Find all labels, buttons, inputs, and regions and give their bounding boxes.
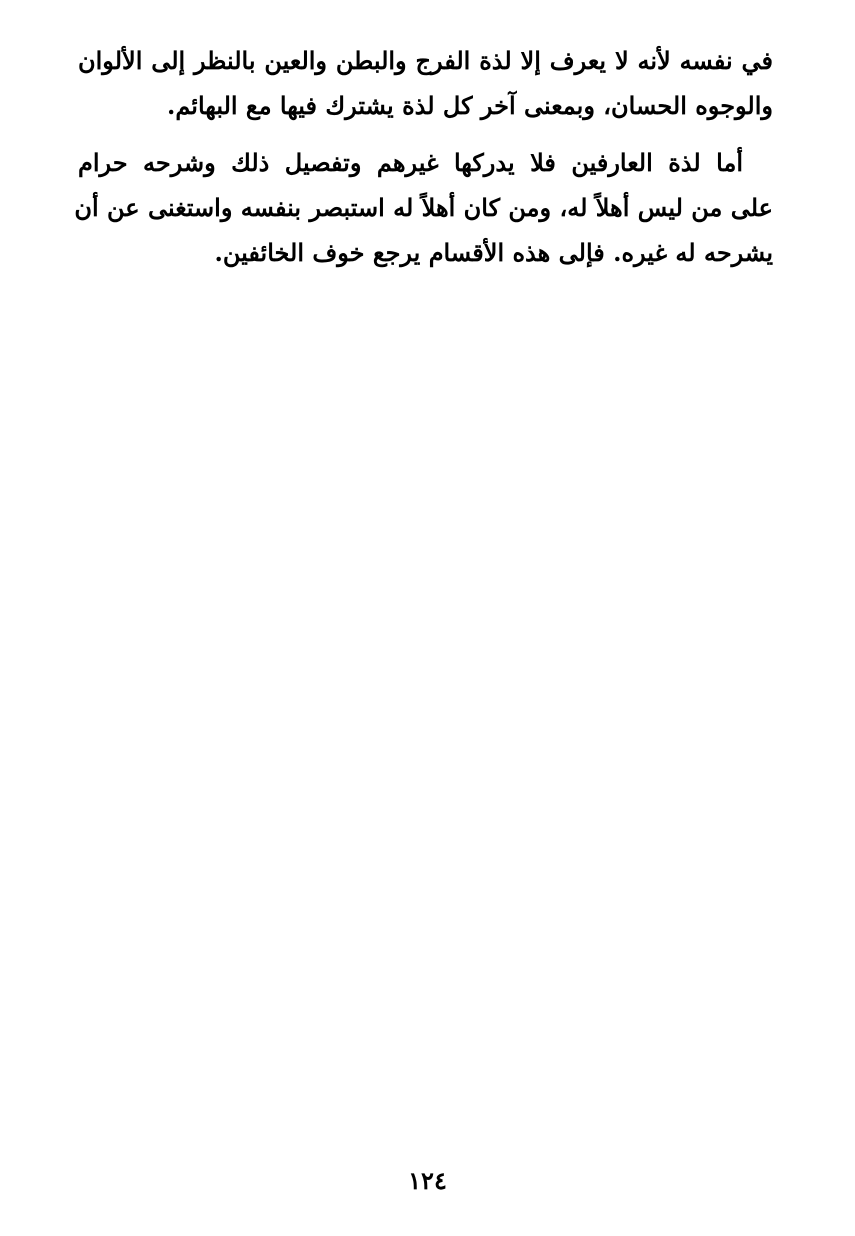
text-line: في نفسه لأنه لا يعرف إلا لذة الفرج والبطن والعين بالنظر إلى الألوان — [78, 46, 773, 75]
page-number: ١٢٤ — [408, 1166, 447, 1195]
text-line: يشرحه له غيره. فإلى هذه الأقسام يرجع خوف الخائفين. — [214, 238, 773, 267]
text-line: والوجوه الحسان، وبمعنى آخر كل لذة يشترك فيها مع البهائم. — [166, 91, 773, 120]
paragraph-1 — [78, 38, 773, 128]
paragraph-2 — [74, 140, 773, 275]
text-line: على من ليس أهلاً له، ومن كان أهلاً له استبصر بنفسه واستغنى عن أن — [74, 193, 773, 222]
text-line: أما لذة العارفين فلا يدركها غيرهم وتفصيل ذلك وشرحه حرام — [78, 148, 743, 177]
body-text — [74, 38, 773, 275]
